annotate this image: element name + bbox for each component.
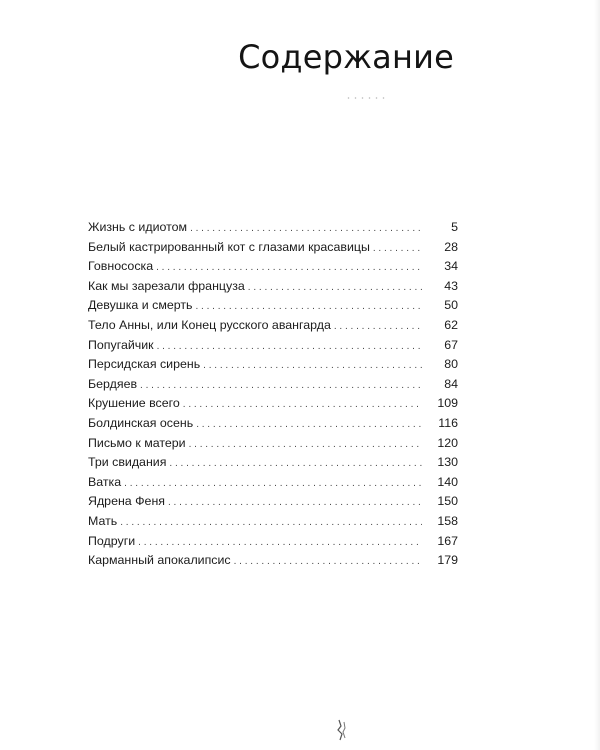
toc-dot-leader [373, 239, 422, 259]
toc-entry [88, 355, 458, 375]
toc-dot-leader [169, 454, 422, 474]
toc-entry-page: 80 [444, 357, 458, 372]
toc-entry-page: 158 [437, 513, 458, 528]
toc-entry-title: Как мы зарезали француза [88, 278, 245, 293]
toc-entry-page: 67 [444, 337, 458, 352]
toc-entry [88, 296, 458, 316]
toc-entry [88, 434, 458, 454]
toc-entry-title: Персидская сирень [88, 357, 201, 372]
toc-entry-page: 130 [437, 455, 458, 470]
print-specks [345, 96, 385, 100]
toc-entry-title: Жизнь с идиотом [88, 220, 188, 234]
toc-entry-title: Подруги [88, 533, 136, 548]
toc-dot-leader [248, 278, 422, 298]
toc-entry-title: Письмо к матери [88, 435, 186, 450]
toc-entry [88, 257, 458, 277]
toc-entry-page: 120 [437, 435, 458, 450]
toc-entry [88, 218, 458, 238]
toc-dot-leader [168, 493, 422, 513]
toc-entry-page: 179 [437, 553, 458, 568]
toc-dot-leader [334, 317, 422, 337]
toc-entry [88, 473, 458, 493]
toc-entry [88, 277, 458, 297]
toc-entry-title: Ватка [88, 474, 122, 489]
toc-entry-page: 84 [444, 376, 458, 391]
toc-entry [88, 453, 458, 473]
toc-entry-page: 62 [444, 317, 458, 332]
toc-dot-leader [140, 376, 422, 396]
toc-entry [88, 238, 458, 258]
toc-entry-title: Бердяев [88, 376, 138, 391]
toc-dot-leader [120, 513, 422, 533]
toc-entry-page: 43 [444, 278, 458, 293]
toc-entry [88, 532, 458, 552]
toc-entry-title: Карманный апокалипсис [88, 553, 231, 568]
toc-entry [88, 336, 458, 356]
page-title: Содержание [238, 38, 454, 76]
toc-entry-page: 167 [437, 533, 458, 548]
toc-dot-leader [196, 415, 422, 435]
toc-entry-title: Говнососка [88, 259, 154, 274]
toc-entry [88, 375, 458, 395]
toc-dot-leader [157, 337, 422, 357]
toc-entry-title: Тело Анны, или Конец русского авангарда [88, 317, 331, 332]
toc-entry-title: Белый кастрированный кот с глазами красавицы [88, 239, 370, 254]
toc-entry-title: Три свидания [88, 455, 167, 470]
toc-entry-page: 109 [437, 396, 458, 411]
toc-dot-leader [234, 552, 422, 572]
toc-entry [88, 394, 458, 414]
toc-entry [88, 316, 458, 336]
toc-dot-leader [183, 395, 422, 415]
toc-dot-leader [203, 356, 422, 376]
toc-dot-leader [138, 533, 422, 553]
toc-dot-leader [190, 219, 422, 239]
toc-entry [88, 414, 458, 434]
toc-entry-page: 28 [444, 239, 458, 254]
page-edge-shadow [594, 0, 600, 750]
toc-dot-leader [189, 435, 422, 455]
toc-dot-leader [195, 297, 422, 317]
toc-entry-page: 50 [444, 298, 458, 313]
toc-entry-title: Попугайчик [88, 337, 154, 352]
toc-entry [88, 551, 458, 571]
toc-entry-title: Крушение всего [88, 396, 180, 411]
toc-entry [88, 512, 458, 532]
toc-entry-page: 5 [451, 220, 458, 234]
print-artifact-mark [335, 718, 349, 742]
toc-entry-page: 116 [438, 415, 458, 430]
toc-entry-title: Болдинская осень [88, 415, 194, 430]
toc-dot-leader [124, 474, 422, 494]
table-of-contents [88, 218, 458, 571]
toc-entry-title: Девушка и смерть [88, 298, 193, 313]
toc-entry-page: 140 [437, 474, 458, 489]
toc-entry-page: 34 [444, 259, 458, 274]
toc-entry-title: Ядрена Феня [88, 494, 165, 509]
toc-entry-page: 150 [437, 494, 458, 509]
toc-entry [88, 492, 458, 512]
toc-entry-title: Мать [88, 513, 118, 528]
toc-dot-leader [156, 258, 422, 278]
